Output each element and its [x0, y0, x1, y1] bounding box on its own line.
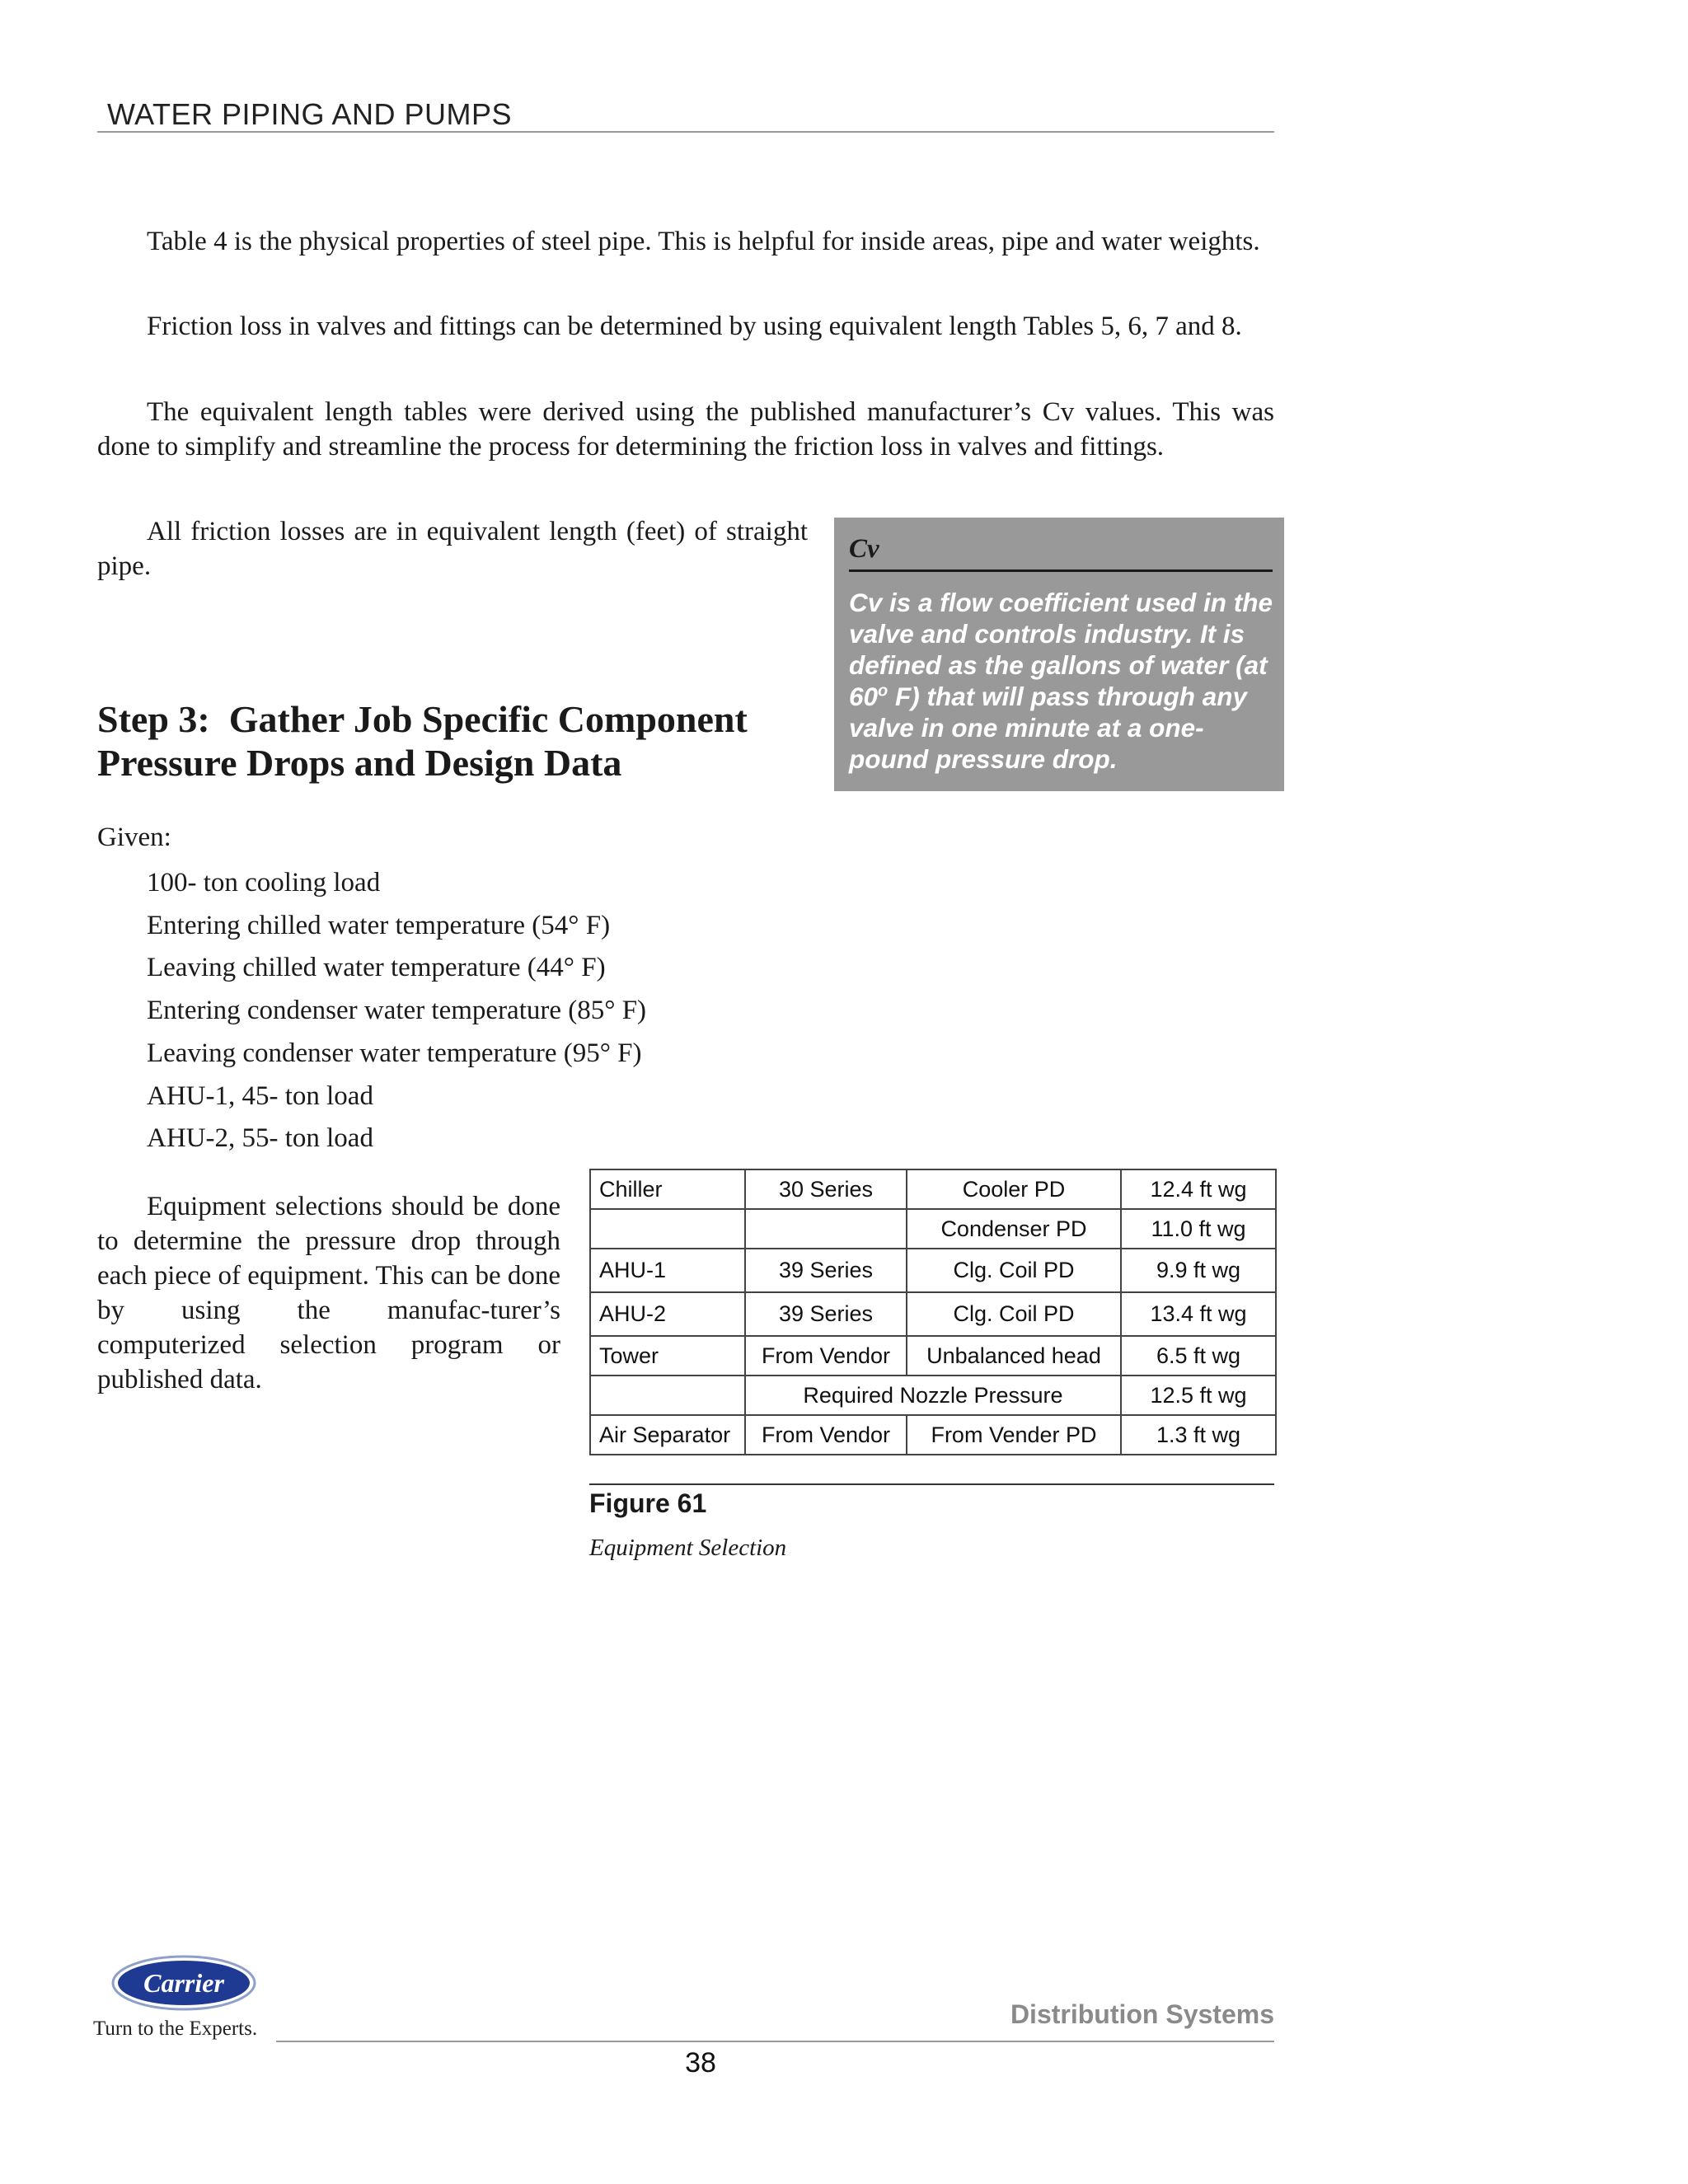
table-row	[590, 1376, 1276, 1415]
logo-text: Carrier	[143, 1968, 224, 1998]
table-row	[590, 1209, 1276, 1249]
given-item: AHU-1, 45- ton load	[147, 1080, 373, 1111]
table-cell: 30 Series	[745, 1169, 907, 1209]
table-cell: 39 Series	[745, 1249, 907, 1292]
paragraph-equipment-selections: Equipment selections should be done to determine the pressure drop through each piece of equipment. This can be done by using the manufac-turer’s computerized selection program or published data.	[97, 1192, 560, 1394]
paragraph-table4: Table 4 is the physical properties of steel pipe. This is helpful for inside areas, pipe and water weights.	[147, 227, 1260, 256]
table-cell: 39 Series	[745, 1292, 907, 1336]
table-cell: Cooler PD	[907, 1169, 1121, 1209]
step-3-heading	[97, 697, 839, 785]
given-item: Leaving chilled water temperature (44° F)	[147, 953, 606, 983]
given-label: Given:	[97, 823, 171, 852]
table-row	[590, 1415, 1276, 1455]
cv-sidebar	[834, 518, 1284, 791]
table-cell: Condenser PD	[907, 1209, 1121, 1249]
table-cell: 1.3 ft wg	[1121, 1415, 1276, 1455]
table-cell: Tower	[590, 1336, 745, 1376]
table-row	[590, 1292, 1276, 1336]
table-row	[590, 1249, 1276, 1292]
table-cell: From Vender PD	[907, 1415, 1121, 1455]
given-item: Entering condenser water temperature (85° F)	[147, 996, 647, 1026]
table-cell: From Vendor	[745, 1415, 907, 1455]
table-cell: Unbalanced head	[907, 1336, 1121, 1376]
header-divider	[97, 131, 1274, 133]
table-cell: Air Separator	[590, 1415, 745, 1455]
footer-section-title: Distribution Systems	[1010, 1999, 1274, 2029]
table-cell: Chiller	[590, 1169, 745, 1209]
table-row	[590, 1336, 1276, 1376]
table-cell: AHU-2	[590, 1292, 745, 1336]
table-cell: 12.5 ft wg	[1121, 1376, 1276, 1415]
paragraph-friction-loss: Friction loss in valves and fittings can be determined by using equivalent length Tables 5, 6, 7 and 8.	[147, 312, 1242, 341]
step-heading-line1: Step 3: Gather Job Specific Component	[97, 698, 748, 740]
table-cell: 12.4 ft wg	[1121, 1169, 1276, 1209]
cv-sidebar-divider	[849, 569, 1273, 572]
table-cell	[590, 1376, 745, 1415]
step-heading-line2: Pressure Drops and Design Data	[97, 742, 622, 784]
table-cell: From Vendor	[745, 1336, 907, 1376]
equipment-selection-table	[589, 1169, 1277, 1455]
given-item: AHU-2, 55- ton load	[147, 1123, 373, 1154]
given-item: Leaving condenser water temperature (95° F)	[147, 1038, 642, 1068]
figure-divider	[589, 1483, 1274, 1485]
table-cell: Clg. Coil PD	[907, 1292, 1121, 1336]
footer-divider	[276, 2041, 1274, 2042]
figure-caption: Equipment Selection	[589, 1535, 787, 1561]
given-item: Entering chilled water temperature (54° F)	[147, 910, 611, 940]
figure-title: Figure 61	[589, 1488, 707, 1518]
given-item: 100- ton cooling load	[147, 868, 381, 898]
table-cell: 11.0 ft wg	[1121, 1209, 1276, 1249]
carrier-logo	[111, 1955, 256, 2011]
table-cell: AHU-1	[590, 1249, 745, 1292]
table-cell: Clg. Coil PD	[907, 1249, 1121, 1292]
table-cell	[590, 1209, 745, 1249]
cv-sidebar-text: Cv is a flow coefficient used in the valve and controls industry. It is defined as the gallons of water (at 60$^o$ F) that will pass through any valve in one minute at a one-pound pressure drop.	[849, 588, 1273, 774]
page-number: 38	[685, 2047, 716, 2079]
table-cell: 13.4 ft wg	[1121, 1292, 1276, 1336]
table-cell	[745, 1209, 907, 1249]
footer-tagline: Turn to the Experts.	[93, 2018, 258, 2040]
table-row	[590, 1169, 1276, 1209]
paragraph-equivalent-length: The equivalent length tables were derived using the published manufacturer’s Cv values. This was done to simplify and streamline the process for determining the friction loss in valves and fittings.	[97, 397, 1274, 462]
given-list	[147, 862, 646, 1160]
table-cell: 6.5 ft wg	[1121, 1336, 1276, 1376]
table-cell-merged: Required Nozzle Pressure	[745, 1376, 1121, 1415]
page-header-title: WATER PIPING AND PUMPS	[107, 97, 513, 131]
cv-sidebar-title: Cv	[849, 534, 879, 564]
table-cell: 9.9 ft wg	[1121, 1249, 1276, 1292]
paragraph-friction-losses: All friction losses are in equivalent length (feet) of straight pipe.	[97, 517, 808, 581]
